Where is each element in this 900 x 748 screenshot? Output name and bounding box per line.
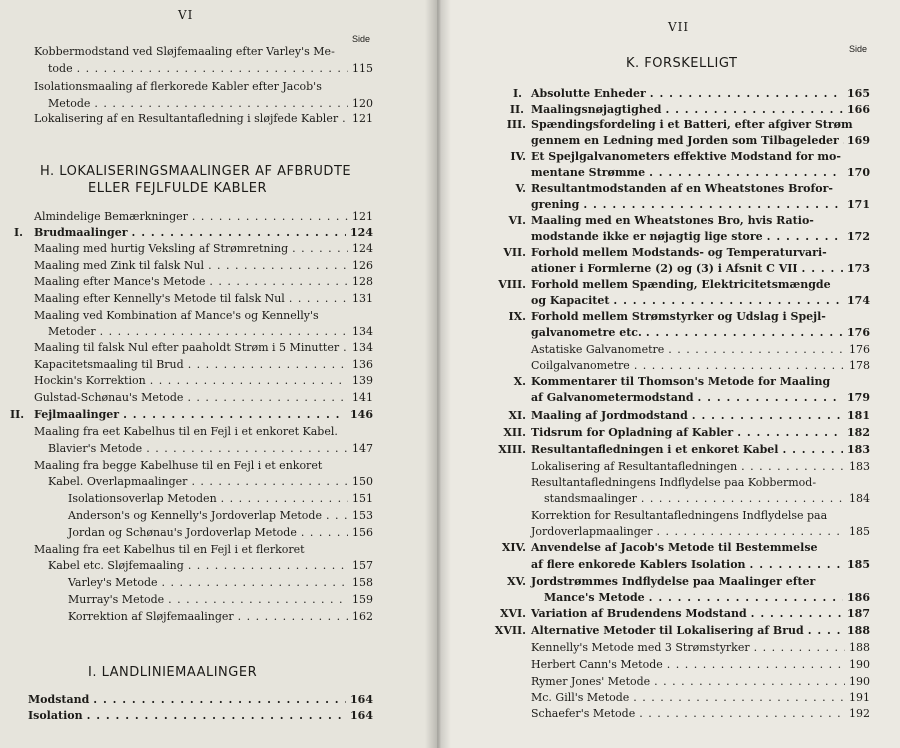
toc-entry[interactable]: Coilgalvanometre . . . 178 — [531, 358, 870, 373]
toc-entry-bold[interactable]: og Kapacitet . . . 174 — [531, 293, 870, 308]
toc-entry-bold[interactable]: Alternative Metoder til Lokalisering af Brud . . . 188 — [531, 623, 870, 638]
section-number: XIV. — [501, 541, 526, 554]
toc-line: Maaling fra eet Kabelhus til en Fejl i et enkoret Kabel. — [34, 425, 338, 438]
section-number: III. — [506, 118, 526, 131]
toc-entry-bold[interactable]: Variation af Brudendens Modstand . . . 187 — [531, 606, 870, 621]
toc-line: Resultantmodstanden af en Wheatstones Brofor- — [531, 182, 833, 195]
toc-entry[interactable]: Kennelly's Metode med 3 Strømstyrker . . . 188 — [531, 640, 870, 655]
toc-line: Anvendelse af Jacob's Metode til Bestemmelse — [531, 541, 818, 554]
toc-line: Resultantafledningens Indflydelse paa Kobbermod- — [531, 476, 817, 489]
toc-entry[interactable]: Jordan og Schønau's Jordoverlap Metode . . . 156 — [68, 525, 373, 540]
toc-entry-bold[interactable]: modstande ikke er nøjagtig lige store . . . 172 — [531, 229, 870, 244]
toc-entry[interactable]: Maaling til falsk Nul efter paaholdt Strøm i 5 Minutter . . . 134 — [34, 340, 373, 355]
toc-entry-bold[interactable]: Resultantafledningen i et enkoret Kabel . . . 183 — [531, 442, 870, 457]
book-gutter-shadow — [425, 0, 451, 748]
section-number: IV. — [510, 150, 526, 163]
section-number: XIII. — [498, 443, 526, 456]
section-heading-h: H. LOKALISERINGSMAALINGER AF AFBRUDTE — [40, 164, 352, 179]
toc-entry-bold[interactable]: mentane Strømme . . . 170 — [531, 165, 870, 180]
toc-entry[interactable]: Almindelige Bemærkninger . . . 121 — [34, 209, 373, 224]
toc-entry[interactable]: Rymer Jones' Metode . . . 190 — [531, 674, 870, 689]
toc-line: Maaling ved Kombination af Mance's og Kennelly's — [34, 309, 319, 322]
section-number: XII. — [503, 426, 526, 439]
toc-entry-bold[interactable]: Absolutte Enheder . . . 165 — [531, 86, 870, 101]
section-number: IX. — [508, 310, 526, 323]
toc-entry-bold[interactable]: Fejlmaalinger . . . 146 — [34, 407, 373, 422]
toc-line: Maaling med en Wheatstones Bro, hvis Ratio- — [531, 214, 814, 227]
section-number: I. — [513, 87, 522, 100]
toc-entry-bold[interactable]: Mance's Metode . . . 186 — [544, 590, 870, 605]
left-page — [0, 0, 437, 748]
section-heading-k: K. FORSKELLIGT — [626, 56, 738, 71]
section-number: XVII. — [494, 624, 526, 637]
toc-entry-bold[interactable]: ationer i Formlerne (2) og (3) i Afsnit C VII . . . 173 — [531, 261, 870, 276]
toc-entry[interactable]: Gulstad-Schønau's Metode . . . 141 — [34, 390, 373, 405]
section-number: X. — [513, 375, 526, 388]
section-number: VIII. — [498, 278, 526, 291]
section-number: XI. — [508, 409, 526, 422]
toc-entry[interactable]: Kapacitetsmaaling til Brud . . . 136 — [34, 357, 373, 372]
toc-entry[interactable]: Kabel. Overlapmaalinger . . . 150 — [48, 474, 373, 489]
toc-entry[interactable]: Maaling med Zink til falsk Nul . . . 126 — [34, 258, 373, 273]
section-number: XV. — [507, 575, 526, 588]
section-number: I. — [14, 226, 23, 239]
toc-entry[interactable]: Lokalisering af Resultantafledningen . . . 183 — [531, 459, 870, 474]
section-number: V. — [515, 182, 526, 195]
side-label: Side — [849, 44, 868, 54]
toc-entry-bold[interactable]: gennem en Ledning med Jorden som Tilbageleder . . . 169 — [531, 133, 870, 148]
toc-line: Forhold mellem Modstands- og Temperaturvari- — [531, 246, 827, 259]
toc-line: Forhold mellem Strømstyrker og Udslag i Spejl- — [531, 310, 826, 323]
section-number: II. — [509, 103, 524, 116]
toc-entry[interactable]: Isolationsoverlap Metoden . . . 151 — [68, 491, 373, 506]
toc-entry[interactable]: Maaling efter Kennelly's Metode til falsk Nul . . . 131 — [34, 291, 373, 306]
toc-entry-bold[interactable]: galvanometre etc. . . . 176 — [531, 325, 870, 340]
toc-line: Maaling fra eet Kabelhus til en Fejl i et flerkoret — [34, 543, 305, 556]
page-folio: VI — [178, 8, 194, 22]
toc-line: Kobbermodstand ved Sløjfemaaling efter Varley's Me- — [34, 45, 335, 58]
toc-entry-bold[interactable]: Maaling af Jordmodstand . . . 181 — [531, 408, 870, 423]
toc-entry-bold[interactable]: grening . . . 171 — [531, 197, 870, 212]
right-page — [438, 0, 900, 748]
toc-entry-bold[interactable]: af flere enkorede Kablers Isolation . . . 185 — [531, 557, 870, 572]
toc-line: Jordstrømmes Indflydelse paa Maalinger efter — [531, 575, 816, 588]
toc-entry[interactable]: Lokalisering af en Resultantafledning i sløjfede Kabler . . . 121 — [34, 111, 373, 126]
toc-entry[interactable]: Astatiske Galvanometre . . . 176 — [531, 342, 870, 357]
toc-entry[interactable]: Maaling med hurtig Veksling af Strømretning . . . 124 — [34, 241, 373, 256]
toc-entry-bold[interactable]: Tidsrum for Opladning af Kabler . . . 182 — [531, 425, 870, 440]
toc-entry-bold[interactable]: af Galvanometermodstand . . . 179 — [531, 390, 870, 405]
toc-entry[interactable]: Herbert Cann's Metode . . . 190 — [531, 657, 870, 672]
toc-line: Et Spejlgalvanometers effektive Modstand for mo- — [531, 150, 841, 163]
toc-entry[interactable]: Jordoverlapmaalinger . . . 185 — [531, 524, 870, 539]
toc-line: Forhold mellem Spænding, Elektricitetsmængde — [531, 278, 831, 291]
toc-line: Spændingsfordeling i et Batteri, efter afgiver Strøm — [531, 118, 853, 131]
toc-entry-bold[interactable]: Brudmaalinger . . . 124 — [34, 225, 373, 240]
section-heading-h-cont: ELLER FEJLFULDE KABLER — [88, 181, 268, 196]
side-label: Side — [352, 34, 371, 44]
toc-line: Korrektion for Resultantafledningens Indflydelse paa — [531, 509, 828, 522]
toc-line: Kommentarer til Thomson's Metode for Maaling — [531, 375, 831, 388]
toc-entry[interactable]: Metode . . . 120 — [48, 96, 373, 111]
toc-entry[interactable]: standsmaalinger . . . 184 — [544, 491, 870, 506]
toc-line: Maaling fra begge Kabelhuse til en Fejl i et enkoret — [34, 459, 323, 472]
toc-entry[interactable]: Maaling efter Mance's Metode . . . 128 — [34, 274, 373, 289]
section-number: II. — [10, 408, 25, 421]
toc-entry-bold[interactable]: Modstand . . . 164 — [28, 692, 373, 707]
toc-entry[interactable]: Metoder . . . 134 — [48, 324, 373, 339]
toc-line: Isolationsmaaling af flerkorede Kabler efter Jacob's — [34, 80, 322, 93]
toc-entry[interactable]: Hockin's Korrektion . . . 139 — [34, 373, 373, 388]
toc-entry[interactable]: Anderson's og Kennelly's Jordoverlap Metode . . . 153 — [68, 508, 373, 523]
toc-entry[interactable]: Varley's Metode . . . 158 — [68, 575, 373, 590]
toc-entry[interactable]: Schaefer's Metode . . . 192 — [531, 706, 870, 721]
section-heading-i: I. LANDLINIEMAALINGER — [88, 665, 258, 680]
toc-entry[interactable]: Blavier's Metode . . . 147 — [48, 441, 373, 456]
toc-entry[interactable]: Korrektion af Sløjfemaalinger . . . 162 — [68, 609, 373, 624]
page-folio: VII — [668, 20, 690, 34]
toc-entry-bold[interactable]: Isolation . . . 164 — [28, 708, 373, 723]
section-number: XVI. — [499, 607, 526, 620]
toc-entry-bold[interactable]: Maalingsnøjagtighed . . . 166 — [531, 102, 870, 117]
toc-entry[interactable]: Kabel etc. Sløjfemaaling . . . 157 — [48, 558, 373, 573]
toc-entry[interactable]: tode . . . 115 — [48, 61, 373, 76]
toc-entry[interactable]: Murray's Metode . . . 159 — [68, 592, 373, 607]
section-number: VII. — [503, 246, 526, 259]
toc-entry[interactable]: Mc. Gill's Metode . . . 191 — [531, 690, 870, 705]
section-number: VI. — [508, 214, 526, 227]
